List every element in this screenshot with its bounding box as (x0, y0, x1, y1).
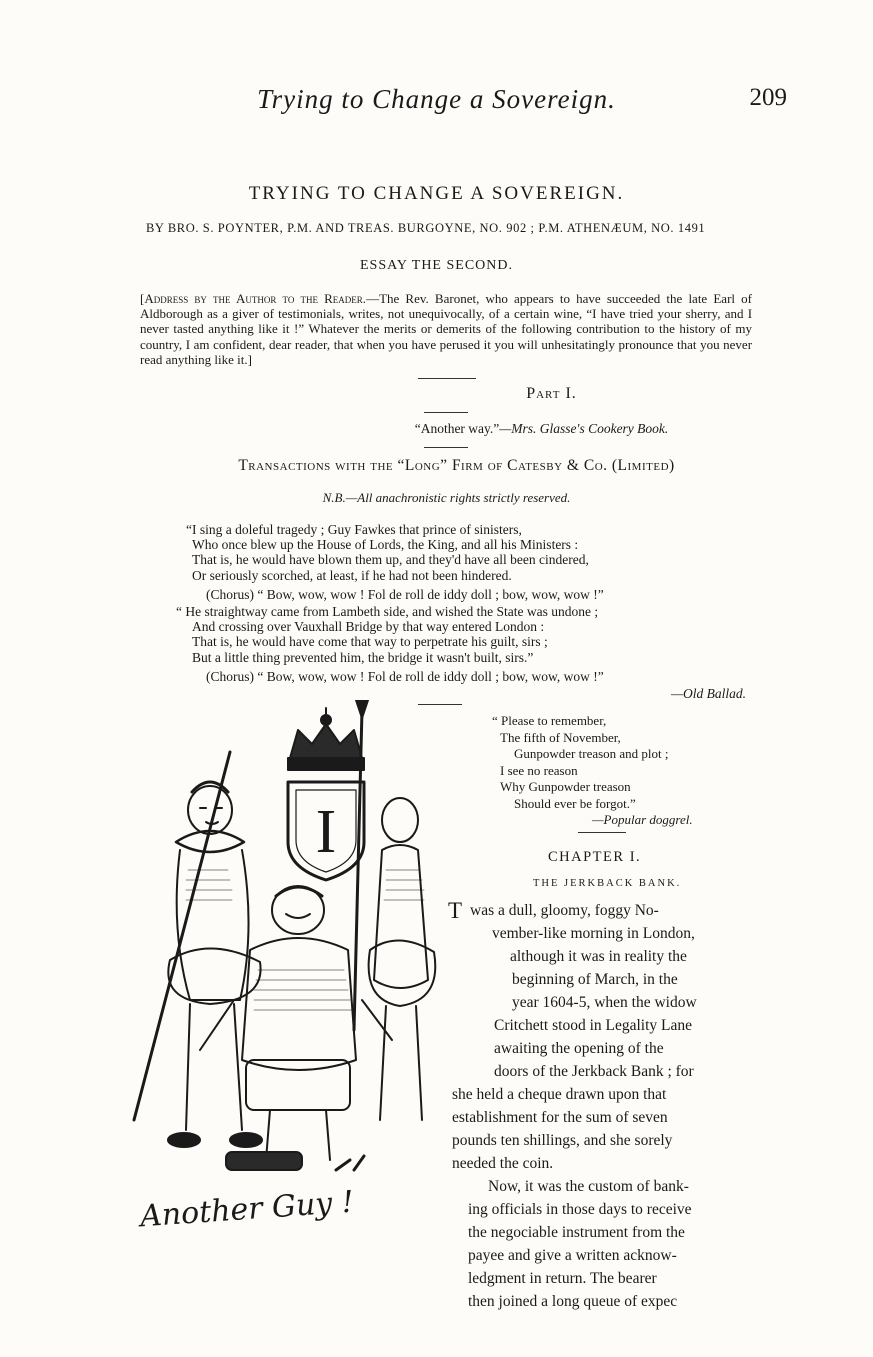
body-line: Critchett stood in Legality Lane (494, 1017, 693, 1034)
body-line: although it was in reality the (510, 948, 687, 965)
byline: BY BRO. S. POYNTER, P.M. AND TREAS. BURGOYNE, NO. 902 ; P.M. ATHENÆUM, NO. 1491 (146, 221, 706, 235)
body-line: ing officials in those days to receive (468, 1201, 692, 1218)
verse-line: And crossing over Vauxhall Bridge by that way entered London : (192, 619, 545, 635)
crown-icon (288, 708, 364, 770)
address-line: you never read anything like it.] (140, 336, 753, 367)
ballad-stanza (186, 522, 746, 583)
article-title: TRYING TO CHANGE A SOVEREIGN. (248, 183, 625, 204)
body-line: vember-like morning in London, (492, 925, 695, 942)
chapter-subheading: THE JERKBACK BANK. (533, 878, 682, 889)
verse-line: But a little thing prevented him, the bridge it wasn't built, sirs.” (192, 649, 534, 665)
part-heading: Part I. (526, 385, 577, 402)
verse-line: “ Please to remember, (492, 713, 607, 728)
ballad-stanza (176, 604, 746, 665)
author-address (140, 291, 752, 367)
page-number: 209 (749, 84, 787, 111)
epigraph-source: —Mrs. Glasse's Cookery Book. (499, 421, 669, 436)
verse-line: Should ever be forgot.” (514, 795, 636, 811)
verse-line: That is, he would have blown them up, and they'd have all been cindered, (192, 552, 589, 568)
drop-cap: T (448, 898, 463, 923)
left-figure (134, 752, 262, 1147)
right-figure (354, 700, 435, 1120)
address-line: confident, dear reader, that when you have perused it you will unhesitatingly pronounce that (213, 336, 697, 352)
body-line: was a dull, gloomy, foggy No- (470, 902, 659, 919)
body-line: Now, it was the custom of bank- (488, 1178, 689, 1195)
poem-source: —Popular doggrel. (592, 812, 693, 827)
epigraph (0, 421, 873, 437)
verse-line: The fifth of November, (500, 729, 621, 745)
verse-line: “ He straightway came from Lambeth side, and wished the State was undone ; (176, 604, 599, 620)
rule (424, 412, 468, 413)
chorus-line: (Chorus) “ Bow, wow, wow ! Fol de roll de iddy doll ; bow, wow, wow !” (206, 668, 604, 684)
chapter-heading: CHAPTER I. (548, 849, 642, 865)
chorus-line: (Chorus) “ Bow, wow, wow ! Fol de roll de iddy doll ; bow, wow, wow !” (206, 586, 604, 602)
body-line: ledgment in return. The bearer (468, 1270, 657, 1287)
body-line: beginning of March, in the (512, 971, 678, 988)
rule (418, 378, 476, 379)
verse-line: “I sing a doleful tragedy ; Guy Fawkes that prince of sinisters, (186, 522, 522, 537)
body-line: needed the coin. (452, 1155, 554, 1172)
running-title: Trying to Change a Sovereign. (257, 84, 616, 114)
verse-line: Who once blew up the House of Lords, the King, and all his Ministers : (192, 537, 579, 553)
address-line: succeeded the late Earl of Aldborough as a giver of testimonials, writes, not unequivocally, (140, 291, 752, 322)
address-lead: [Address by the Author to the Reader. (140, 291, 367, 306)
body-line: payee and give a written acknow- (468, 1247, 677, 1264)
rule (578, 832, 626, 833)
address-line: of a certain wine, “I have tried your sherry, and I never tasted anything like it !” Whatever (140, 306, 753, 337)
epigraph-quote: “Another way.” (414, 421, 500, 436)
verse-line: I see no reason (500, 762, 578, 778)
verse-line: Or seriously scorched, at least, if he had not been hindered. (192, 567, 512, 583)
body-line: she held a cheque drawn upon that (452, 1086, 667, 1103)
body-line: the negociable instrument from the (468, 1224, 685, 1241)
verse-line: That is, he would have come that way to perpetrate his guilt, sirs ; (192, 634, 548, 650)
nota-bene: N.B.—All anachronistic rights strictly reserved. (322, 490, 571, 505)
center-figure (200, 886, 392, 1170)
essay-heading: ESSAY THE SECOND. (359, 258, 513, 273)
verse-line: Why Gunpowder treason (500, 779, 631, 794)
body-line: doors of the Jerkback Bank ; for (494, 1063, 694, 1080)
body-line: then joined a long queue of expec (468, 1293, 678, 1310)
body-line: establishment for the sum of seven (452, 1109, 668, 1126)
body-line: pounds ten shillings, and she sorely (452, 1132, 673, 1149)
doggrel-poem (492, 713, 693, 829)
rule (424, 447, 468, 448)
body-line: year 1604-5, when the widow (512, 994, 697, 1011)
guy-fawkes-illustration (130, 700, 475, 1220)
verse-line: Gunpowder treason and plot ; (514, 746, 669, 761)
shield-letter: I (315, 798, 337, 866)
address-line: —The Rev. Baronet, who appears to have (366, 291, 601, 306)
illustration-caption: Another Guy ! (139, 1184, 355, 1235)
ballad (176, 522, 746, 702)
address-line: the merits or demerits of the following contribution to the history of my country, I am (140, 321, 753, 352)
body-line: awaiting the opening of the (494, 1040, 664, 1057)
ballad-source: —Old Ballad. (670, 686, 746, 702)
section-heading: Transactions with the “Long” Firm of Catesby & Co. (Limited) (238, 457, 675, 474)
